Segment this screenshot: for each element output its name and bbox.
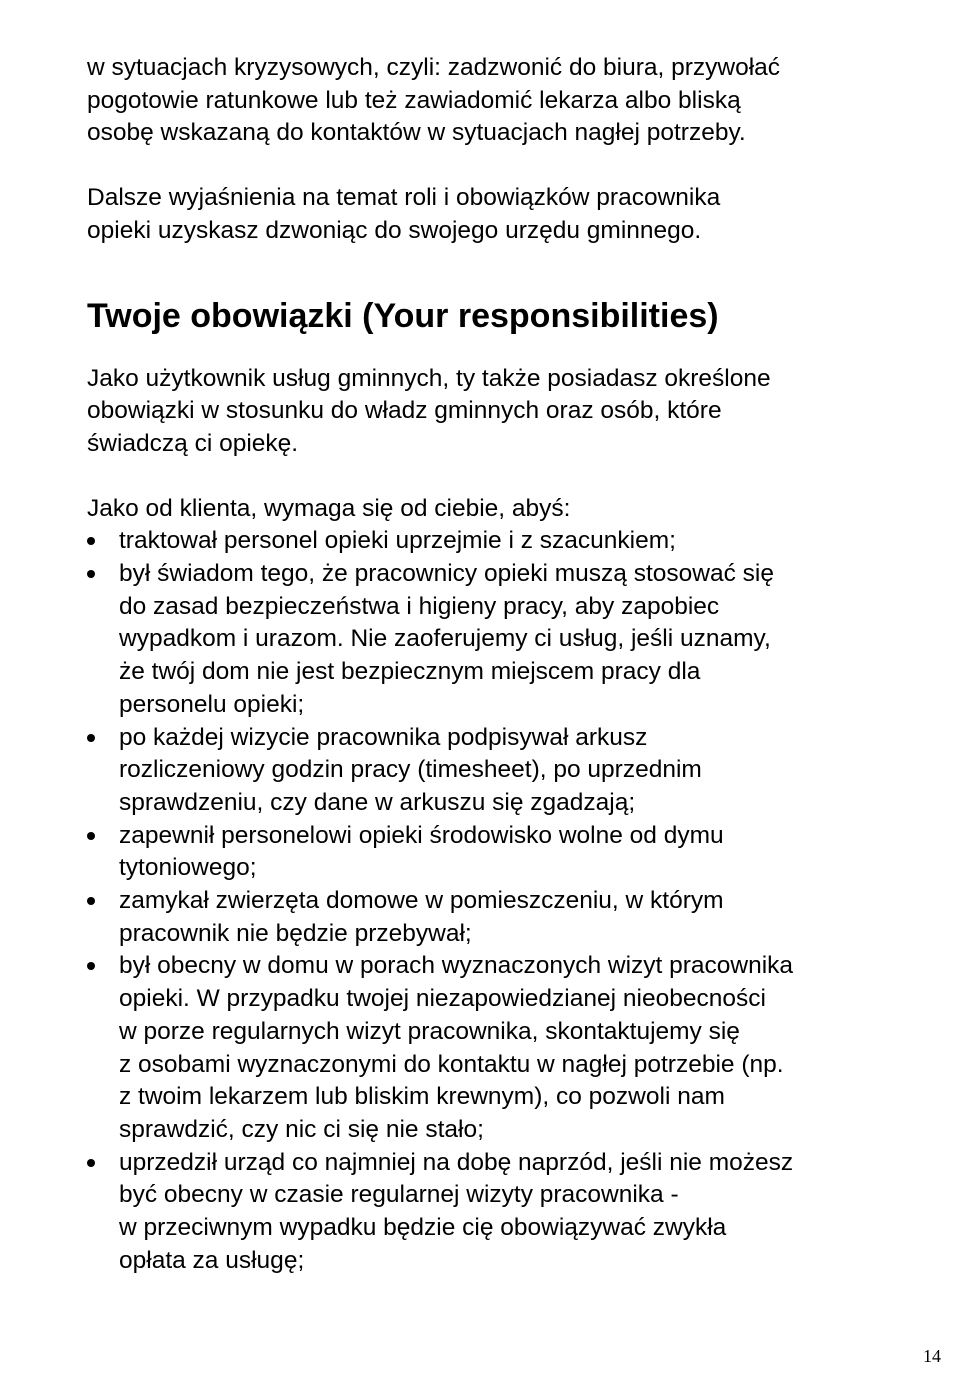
text-line: opieki uzyskasz dzwoniąc do swojego urzędu gminnego. bbox=[87, 216, 702, 244]
text-line: uprzedził urząd co najmniej na dobę naprzód, jeśli nie możesz bbox=[119, 1148, 794, 1176]
text-line: rozliczeniowy godzin pracy (timesheet), po uprzednim bbox=[119, 756, 702, 784]
text-line: sprawdzić, czy nic ci się nie stało; bbox=[119, 1115, 484, 1143]
text-line: sprawdzeniu, czy dane w arkuszu się zgadzają; bbox=[119, 788, 636, 816]
explanation-paragraph bbox=[87, 182, 887, 247]
text-line: w przeciwnym wypadku będzie cię obowiązywać zwykła bbox=[119, 1214, 727, 1242]
bullet-icon bbox=[87, 1159, 95, 1167]
list-item bbox=[87, 820, 887, 885]
text-line: zamykał zwierzęta domowe w pomieszczeniu, w którym bbox=[119, 887, 724, 915]
paragraph-spacer bbox=[87, 461, 887, 493]
responsibilities-intro-paragraph bbox=[87, 363, 887, 461]
bullet-icon bbox=[87, 570, 95, 578]
text-line: zapewnił personelowi opieki środowisko wolne od dymu bbox=[119, 821, 724, 849]
page-number: 14 bbox=[923, 1346, 941, 1366]
responsibilities-list bbox=[87, 525, 887, 1277]
section-heading: Twoje obowiązki (Your responsibilities) bbox=[87, 296, 719, 335]
list-item bbox=[87, 950, 887, 1146]
text-line: w porze regularnych wizyt pracownika, skontaktujemy się bbox=[119, 1017, 740, 1045]
text-line: wypadkom i urazom. Nie zaoferujemy ci usług, jeśli uznamy, bbox=[119, 625, 771, 653]
text-line: pracownik nie będzie przebywał; bbox=[119, 919, 472, 947]
bullet-icon bbox=[87, 897, 95, 905]
text-line: z twoim lekarzem lub bliskim krewnym), co pozwoli nam bbox=[119, 1083, 725, 1111]
text-line: obowiązki w stosunku do władz gminnych oraz osób, które bbox=[87, 397, 722, 425]
intro-paragraph bbox=[87, 52, 887, 150]
list-item bbox=[87, 558, 887, 722]
bullet-icon bbox=[87, 537, 95, 545]
bullet-icon bbox=[87, 734, 95, 742]
text-line: w sytuacjach kryzysowych, czyli: zadzwonić do biura, przywołać bbox=[87, 54, 781, 81]
text-line: tytoniowego; bbox=[119, 854, 257, 882]
client-requirements-lead: Jako od klienta, wymaga się od ciebie, abyś: bbox=[87, 494, 571, 522]
list-item bbox=[87, 722, 887, 820]
text-line: być obecny w czasie regularnej wizyty pracownika - bbox=[119, 1181, 679, 1209]
text-line: pogotowie ratunkowe lub też zawiadomić lekarza albo bliską bbox=[87, 86, 741, 114]
list-item bbox=[87, 1147, 887, 1278]
text-line: że twój dom nie jest bezpiecznym miejscem pracy dla bbox=[119, 658, 701, 686]
document-page bbox=[87, 52, 887, 1278]
text-line: osobę wskazaną do kontaktów w sytuacjach nagłej potrzeby. bbox=[87, 119, 746, 147]
text-line: opieki. W przypadku twojej niezapowiedzianej nieobecności bbox=[119, 985, 766, 1013]
bullet-icon bbox=[87, 832, 95, 840]
bullet-icon bbox=[87, 962, 95, 970]
text-line: z osobami wyznaczonymi do kontaktu w nagłej potrzebie (np. bbox=[119, 1050, 784, 1078]
list-item bbox=[87, 885, 887, 950]
text-line: opłata za usługę; bbox=[119, 1246, 305, 1274]
list-item bbox=[87, 525, 887, 558]
text-line: po każdej wizycie pracownika podpisywał arkusz bbox=[119, 723, 648, 751]
text-line: do zasad bezpieczeństwa i higieny pracy, aby zapobiec bbox=[119, 592, 720, 620]
text-line: był świadom tego, że pracownicy opieki muszą stosować się bbox=[119, 560, 774, 588]
text-line: traktował personel opieki uprzejmie i z szacunkiem; bbox=[119, 527, 676, 555]
text-line: świadczą ci opiekę. bbox=[87, 429, 299, 457]
text-line: Dalsze wyjaśnienia na temat roli i obowiązków pracownika bbox=[87, 184, 721, 212]
paragraph-spacer bbox=[87, 150, 887, 182]
text-line: personelu opieki; bbox=[119, 690, 305, 718]
text-line: Jako użytkownik usług gminnych, ty także posiadasz określone bbox=[87, 364, 771, 392]
text-line: był obecny w domu w porach wyznaczonych wizyt pracownika bbox=[119, 952, 794, 980]
